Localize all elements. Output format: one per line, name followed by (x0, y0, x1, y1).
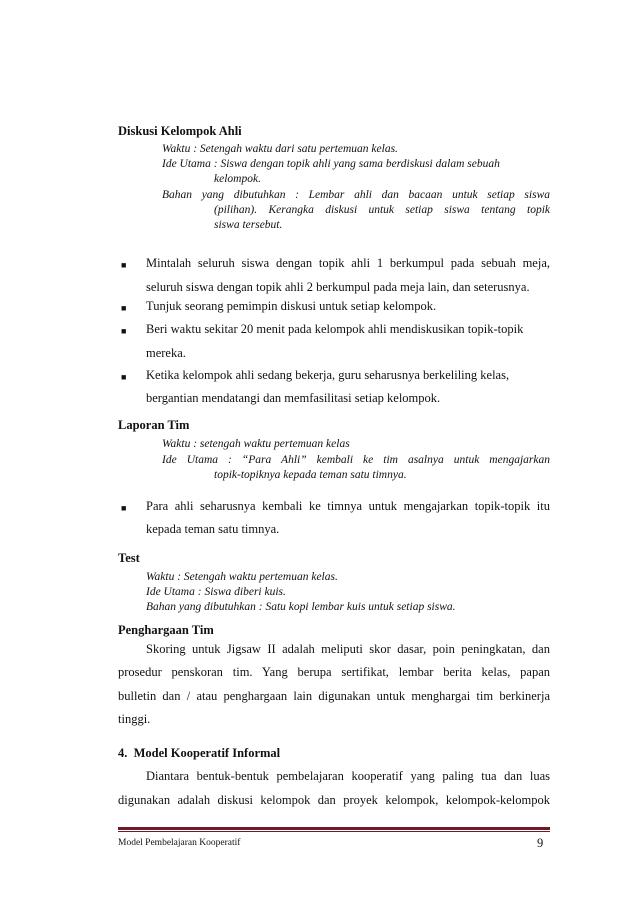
square-bullet-icon: ■ (121, 326, 127, 336)
paragraph-line: tinggi. (118, 712, 151, 726)
bullet-text: Tunjuk seorang pemimpin diskusi untuk setiap kelompok. (146, 299, 437, 313)
paragraph-line: Skoring untuk Jigsaw II adalah meliputi skor dasar, poin peningkatan, dan (146, 642, 550, 656)
meta-line: Bahan yang dibutuhkan : Satu kopi lembar kuis untuk setiap siswa. (146, 601, 456, 613)
meta-line: (pilihan). Kerangka diskusi untuk setiap siswa tentang topik (214, 204, 550, 216)
paragraph-line: digunakan adalah diskusi kelompok dan proyek kelompok, kelompok-kelompok (118, 793, 550, 807)
bullet-text: Ketika kelompok ahli sedang bekerja, guru seharusnya berkeliling kelas, (146, 368, 510, 382)
footer-title: Model Pembelajaran Kooperatif (118, 838, 241, 848)
meta-line: Bahan yang dibutuhkan : Lembar ahli dan bacaan untuk setiap siswa (162, 189, 550, 201)
meta-line: Waktu : Setengah waktu dari satu pertemuan kelas. (162, 143, 398, 155)
section-heading-penghargaan: Penghargaan Tim (118, 623, 214, 637)
square-bullet-icon: ■ (121, 503, 127, 513)
section-heading-diskusi: Diskusi Kelompok Ahli (118, 124, 242, 138)
footer-rule-thin (118, 831, 550, 832)
meta-line: Ide Utama : Siswa diberi kuis. (146, 586, 286, 598)
bullet-text: mereka. (146, 346, 186, 360)
section-heading-laporan: Laporan Tim (118, 418, 190, 432)
section-heading-model-kooperatif: 4. Model Kooperatif Informal (118, 746, 281, 760)
page-number: 9 (537, 836, 544, 850)
bullet-text: seluruh siswa dengan topik ahli 2 berkumpul pada meja lain, dan seterusnya. (146, 280, 530, 294)
paragraph-line: Diantara bentuk-bentuk pembelajaran kooperatif yang paling tua dan luas (146, 769, 550, 783)
bullet-text: Mintalah seluruh siswa dengan topik ahli 1 berkumpul pada sebuah meja, (146, 256, 550, 270)
meta-line: siswa tersebut. (214, 219, 283, 231)
paragraph-line: prosedur penskoran tim. Yang berupa sertifikat, lembar berita kelas, papan (118, 665, 550, 679)
section-heading-test: Test (118, 551, 140, 565)
meta-line: kelompok. (214, 173, 261, 185)
bullet-text: Para ahli seharusnya kembali ke timnya untuk mengajarkan topik-topik itu (146, 499, 550, 513)
bullet-text: kepada teman satu timnya. (146, 522, 280, 536)
paragraph-line: bulletin dan / atau penghargaan lain digunakan untuk menghargai tim berkinerja (118, 689, 550, 703)
meta-line: Ide Utama : Siswa dengan topik ahli yang sama berdiskusi dalam sebuah (162, 158, 500, 170)
bullet-text: Beri waktu sekitar 20 menit pada kelompok ahli mendiskusikan topik-topik (146, 322, 524, 336)
meta-line: Waktu : Setengah waktu pertemuan kelas. (146, 571, 338, 583)
meta-line: Ide Utama : “Para Ahli” kembali ke tim asalnya untuk mengajarkan (162, 454, 550, 466)
footer-rule-thick (118, 827, 550, 830)
bullet-text: bergantian mendatangi dan memfasilitasi setiap kelompok. (146, 391, 441, 405)
meta-line: Waktu : setengah waktu pertemuan kelas (162, 438, 350, 450)
square-bullet-icon: ■ (121, 372, 127, 382)
square-bullet-icon: ■ (121, 303, 127, 313)
meta-line: topik-topiknya kepada teman satu timnya. (214, 469, 407, 481)
square-bullet-icon: ■ (121, 260, 127, 270)
